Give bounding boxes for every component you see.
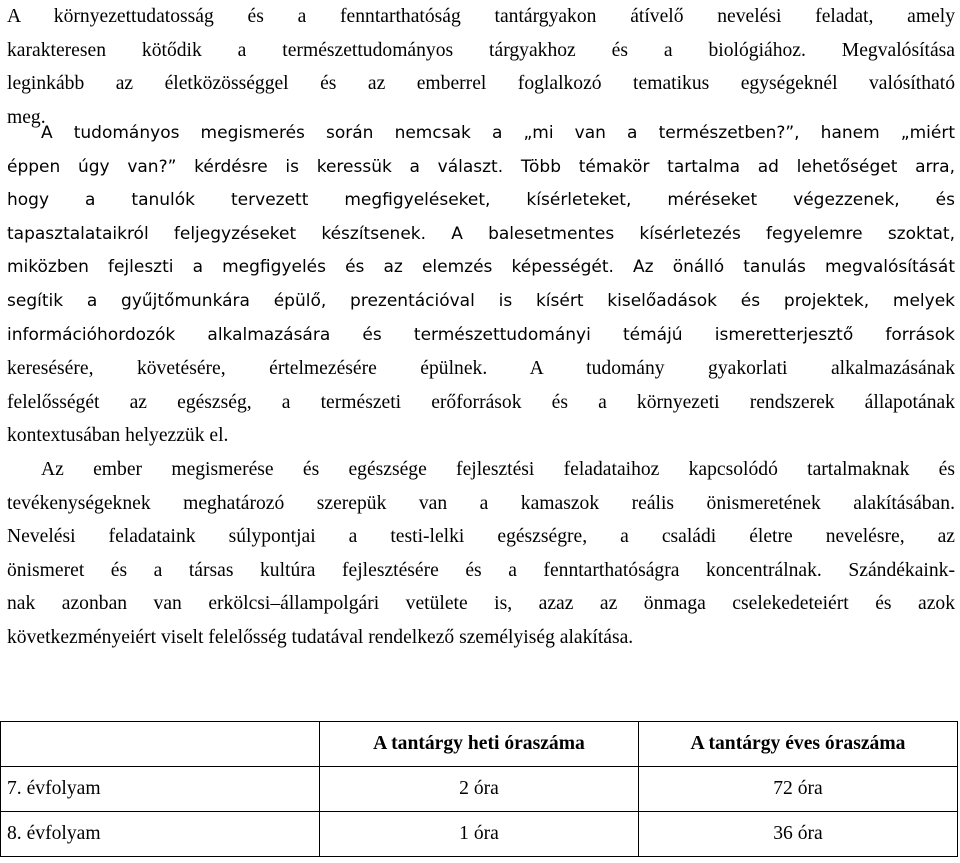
text-line: leginkább az életközösséggel és az emberrel foglalkozó tematikus egységeknél valósítható	[7, 73, 955, 95]
text-line: Az ember megismerése és egészsége fejlesztési feladataihoz kapcsolódó tartalmaknak és	[41, 459, 955, 480]
table-header-row	[1, 722, 958, 767]
text-line: hogy a tanulók tervezett megfigyeléseket, kísérleteket, méréseket végezzenek, és	[7, 190, 955, 211]
text-line: Nevelési feladataink súlypontjai a testi-lelki egészségre, a családi életre nevelésre, az	[7, 526, 955, 548]
text-line: segítik a gyűjtőmunkára épülő, prezentációval is kísért kiselőadások és projektek, melyek	[7, 290, 955, 311]
text-line: felelősségét az egészség, a természeti erőforrások és a környezeti rendszerek állapotának	[7, 391, 955, 413]
text-line: kontextusában helyezzük el.	[7, 425, 229, 447]
text-line: tapasztalataikról feljegyzéseket készítsenek. A balesetmentes kísérletezés fegyelemre szoktat,	[7, 223, 955, 244]
table-cell-grade: 8. évfolyam	[1, 812, 320, 857]
text-line: meg.	[7, 106, 46, 128]
paragraph-scientific-inquiry	[7, 117, 955, 453]
paragraph-human-health	[7, 453, 955, 655]
table-header-cell: A tantárgy heti óraszáma	[320, 722, 639, 767]
text-line: miközben fejleszti a megfigyelés és az elemzés képességét. Az önálló tanulás megvalósítását	[7, 257, 955, 278]
paragraph-environmental-awareness	[7, 0, 955, 134]
text-line: következményeiért viselt felelősség tudatával rendelkező személyiség alakítása.	[7, 626, 634, 648]
table-row	[1, 812, 958, 857]
text-line: keresésére, követésére, értelmezésére épülnek. A tudomány gyakorlati alkalmazásának	[7, 358, 955, 380]
table-cell-weekly-hours: 1 óra	[320, 812, 639, 857]
text-line: A tudományos megismerés során nemcsak a „mi van a természetben?”, hanem „miért	[41, 123, 955, 143]
text-line: önismeret és a társas kultúra fejlesztésére és a fenntarthatóságra koncentrálnak. Szándékaink-	[7, 559, 955, 581]
table-cell-yearly-hours: 72 óra	[639, 767, 958, 812]
hours-table	[0, 721, 958, 857]
text-line: tevékenységeknek meghatározó szerepük van a kamaszok reális önismeretének alakításában.	[7, 492, 955, 514]
text-line: A környezettudatosság és a fenntarthatóság tantárgyakon átívelő nevelési feladat, amely	[7, 6, 955, 27]
table-cell-yearly-hours: 36 óra	[639, 812, 958, 857]
table-cell-grade: 7. évfolyam	[1, 767, 320, 812]
text-line: információhordozók alkalmazására és természettudományi témájú ismeretterjesztő források	[7, 324, 955, 345]
table-row	[1, 767, 958, 812]
text-line: éppen úgy van?” kérdésre is keressük a választ. Több témakör tartalma ad lehetőséget arra,	[7, 156, 955, 177]
text-line: nak azonban van erkölcsi–állampolgári vetülete is, azaz az önmaga cselekedeteiért és azok	[7, 593, 955, 615]
table-header-cell	[1, 722, 320, 767]
table-cell-weekly-hours: 2 óra	[320, 767, 639, 812]
table-header-cell: A tantárgy éves óraszáma	[639, 722, 958, 767]
text-line: karakteresen kötődik a természettudományos tárgyakhoz és a biológiához. Megvalósítása	[7, 39, 955, 61]
